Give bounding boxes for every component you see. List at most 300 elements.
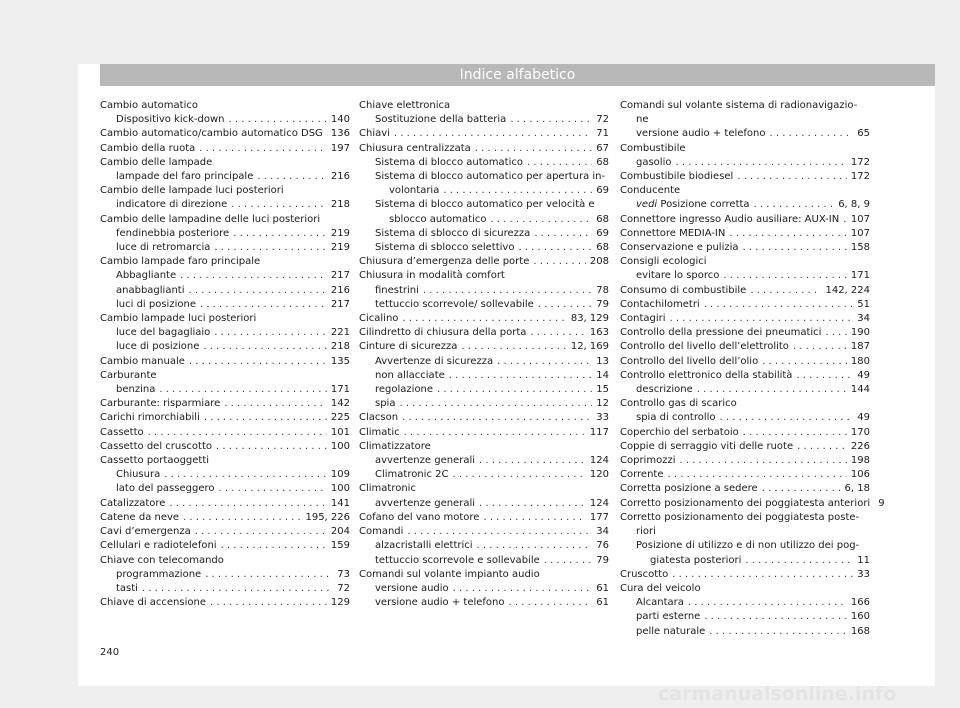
entry-term-text: Cambio delle lampade (100, 156, 213, 168)
entry-term (100, 127, 327, 141)
index-entry (620, 99, 870, 113)
index-column-1 (100, 99, 350, 610)
entry-page-ref: 12, 169 (570, 341, 609, 353)
entry-term-text: Corretto posizionamento dei poggiatesta anteriori (620, 497, 871, 509)
entry-term (389, 213, 490, 227)
entry-term-text: luce di posizione (116, 341, 200, 353)
entry-page-ref: 195, 226 (305, 511, 350, 523)
dot-leader (169, 497, 326, 511)
index-entry (359, 482, 609, 496)
dot-leader (452, 468, 585, 482)
entry-term (620, 142, 690, 156)
dot-leader (745, 554, 853, 568)
entry-term-text: Consumo di combustibile (620, 284, 747, 296)
index-entry (620, 170, 870, 184)
entry-term-text: Corretto posizionamento dei poggiatesta poste- (620, 511, 860, 523)
entry-term (375, 369, 449, 383)
entry-term (116, 241, 214, 255)
entry-term (620, 255, 711, 269)
entry-page-ref: 109 (330, 469, 350, 481)
entry-page-ref: 216 (330, 284, 350, 296)
index-entry (100, 426, 350, 440)
entry-term-text: Consigli ecologici (620, 256, 707, 268)
entry-term-text: Conservazione e pulizia (620, 242, 739, 254)
entry-page-ref: 100 (330, 483, 350, 495)
dot-leader (762, 482, 841, 496)
entry-page-ref: 78 (596, 284, 609, 296)
entry-page-ref: 136 (330, 128, 350, 140)
entry-term (100, 440, 216, 454)
entry-term (620, 497, 874, 511)
index-entry (100, 213, 350, 227)
entry-term (620, 440, 797, 454)
entry-page-ref: 61 (596, 597, 609, 609)
entry-term-text: giatesta posteriori (650, 554, 742, 566)
dot-leader (729, 227, 847, 241)
entry-term-text: Clacson (359, 412, 399, 424)
entry-page-ref: 172 (850, 171, 870, 183)
entry-term-text: Controllo gas di scarico (620, 398, 737, 410)
index-entry (620, 525, 870, 539)
entry-page-ref: 208 (589, 256, 609, 268)
entry-term (375, 227, 534, 241)
entry-term (100, 99, 202, 113)
entry-term (620, 468, 668, 482)
dot-leader (407, 525, 592, 539)
page-header: Indice alfabetico (100, 64, 935, 86)
index-entry (100, 326, 350, 340)
index-entry (100, 355, 350, 369)
entry-term-text: Cambio lampade faro principale (100, 256, 261, 268)
index-entry (359, 426, 609, 440)
entry-page-ref: 15 (596, 384, 609, 396)
entry-term (359, 99, 454, 113)
entry-page-ref: 171 (330, 384, 350, 396)
dot-leader (479, 454, 586, 468)
entry-term (116, 482, 219, 496)
index-entry (359, 397, 609, 411)
entry-term (620, 369, 796, 383)
entry-term (375, 298, 538, 312)
entry-see-prefix: vedi (636, 199, 658, 211)
entry-term (359, 440, 435, 454)
entry-term (620, 397, 741, 411)
entry-term (375, 113, 510, 127)
watermark: carmanualsonline.info (658, 683, 897, 705)
dot-leader (449, 369, 593, 383)
index-entry (620, 326, 870, 340)
dot-leader (423, 284, 592, 298)
entry-page-ref: 129 (330, 597, 350, 609)
dot-leader (199, 142, 327, 156)
dot-leader (437, 383, 592, 397)
entry-term-text: regolazione (375, 384, 434, 396)
entry-term-text: indicatore di direzione (116, 199, 228, 211)
index-entry (620, 383, 870, 397)
entry-term-text: luce del bagagliaio (116, 327, 211, 339)
dot-leader (204, 411, 327, 425)
entry-term (375, 241, 518, 255)
entry-term-text: spia (375, 398, 396, 410)
dot-leader (668, 468, 847, 482)
index-entry (359, 227, 609, 241)
entry-term-text: Cambio lampade luci posteriori (100, 313, 257, 325)
dot-leader (180, 269, 327, 283)
index-entry (359, 411, 609, 425)
dot-leader (743, 426, 847, 440)
dot-leader (475, 142, 592, 156)
index-entry (359, 213, 609, 227)
index-entry (100, 468, 350, 482)
dot-leader (490, 213, 592, 227)
index-entry (359, 497, 609, 511)
index-entry (359, 468, 609, 482)
index-entry (359, 554, 609, 568)
entry-term-text: Climatronic (359, 483, 416, 495)
entry-term (359, 326, 530, 340)
entry-page-ref: 158 (850, 242, 870, 254)
index-entry (100, 554, 350, 568)
entry-term (375, 383, 437, 397)
index-entry (359, 511, 609, 525)
dot-leader (530, 326, 586, 340)
entry-page-ref: 11 (857, 554, 870, 566)
entry-term (116, 568, 205, 582)
entry-term-text: Cicalino (359, 313, 399, 325)
dot-leader (189, 355, 327, 369)
index-entry (359, 326, 609, 340)
index-entry (620, 355, 870, 369)
entry-term (359, 568, 544, 582)
entry-term (359, 411, 402, 425)
entry-term (375, 582, 453, 596)
dot-leader (743, 241, 847, 255)
entry-page-ref: 141 (330, 497, 350, 509)
entry-term-text: Contachilometri (620, 298, 700, 310)
dot-leader (219, 482, 327, 496)
entry-term (375, 198, 599, 212)
entry-page-ref: 34 (596, 526, 609, 538)
entry-term (375, 156, 527, 170)
entry-term-text: lampade del faro principale (116, 171, 254, 183)
index-entry (620, 156, 870, 170)
index-entry (620, 440, 870, 454)
entry-term-text: Cambio manuale (100, 355, 185, 367)
index-entry (100, 511, 350, 525)
index-entry (100, 454, 350, 468)
entry-page-ref: 100 (330, 440, 350, 452)
index-entry (620, 454, 870, 468)
index-entry (100, 497, 350, 511)
dot-leader (510, 113, 592, 127)
index-entry (359, 298, 609, 312)
entry-page-ref: 219 (330, 227, 350, 239)
entry-term-text: avvertenze generali (375, 497, 476, 509)
entry-term (620, 241, 743, 255)
entry-term-text: Carburante (100, 369, 157, 381)
index-entry (100, 113, 350, 127)
entry-term-text: Comandi sul volante sistema di radionavigazio- (620, 100, 858, 111)
entry-term-text: riori (636, 526, 656, 538)
entry-term-text: volontaria (389, 185, 440, 197)
index-entry (359, 454, 609, 468)
entry-term (359, 127, 394, 141)
dot-leader (205, 568, 333, 582)
dot-leader (509, 596, 593, 610)
index-entry (620, 255, 870, 269)
dot-leader (231, 198, 327, 212)
entry-term-text: tettuccio scorrevole e sollevabile (375, 554, 540, 566)
dot-leader (720, 411, 854, 425)
entry-term (620, 582, 705, 596)
entry-term (375, 539, 477, 553)
index-entry (359, 312, 609, 326)
dot-leader (533, 255, 586, 269)
index-entry (100, 156, 350, 170)
dot-leader (770, 127, 854, 141)
entry-term (620, 99, 861, 113)
entry-term (100, 142, 199, 156)
entry-term (359, 269, 509, 283)
entry-term-text: Comandi sul volante impianto audio (359, 568, 540, 580)
index-entry (100, 269, 350, 283)
dot-leader (216, 440, 327, 454)
entry-term (100, 184, 288, 198)
entry-term-text: Cilindretto di chiusura della porta (359, 327, 527, 339)
index-entry (620, 369, 870, 383)
index-entry (100, 298, 350, 312)
dot-leader (518, 241, 592, 255)
entry-term-text: Coppie di serraggio viti delle ruote (620, 440, 794, 452)
entry-term-text: sblocco automatico (389, 213, 487, 225)
entry-page-ref: 69 (596, 227, 609, 239)
entry-term (100, 539, 221, 553)
entry-term (620, 482, 762, 496)
entry-term (620, 326, 825, 340)
index-entry (100, 568, 350, 582)
entry-term (100, 511, 183, 525)
entry-page-ref: 198 (850, 455, 870, 467)
entry-term-text: Chiave elettronica (359, 100, 451, 111)
dot-leader (214, 241, 327, 255)
entry-page-ref: 65 (857, 128, 870, 140)
index-entry (100, 312, 350, 326)
dot-leader (704, 610, 847, 624)
entry-term (620, 312, 670, 326)
entry-page-ref: 124 (589, 455, 609, 467)
entry-page-ref: 221 (330, 327, 350, 339)
dot-leader (148, 426, 327, 440)
index-entry (620, 298, 870, 312)
entry-term (359, 312, 402, 326)
entry-term (359, 255, 533, 269)
entry-page-ref: 168 (850, 625, 870, 637)
dot-leader (544, 554, 593, 568)
entry-term (375, 355, 497, 369)
entry-term (620, 227, 729, 241)
dot-leader (483, 511, 585, 525)
entry-page-ref: 170 (850, 426, 870, 438)
dot-leader (203, 340, 327, 354)
entry-term (359, 426, 404, 440)
entry-term-text: Controllo del livello dell’olio (620, 355, 759, 367)
entry-term-text: lato del passeggero (116, 483, 215, 495)
entry-term (375, 170, 609, 184)
index-entry (620, 227, 870, 241)
entry-page-ref: 13 (596, 355, 609, 367)
entry-term-text: Comandi (359, 526, 404, 538)
entry-term-text: programmazione (116, 568, 202, 580)
entry-term-text: versione audio (375, 582, 449, 594)
entry-term-text: Chiave di accensione (100, 597, 206, 609)
dot-leader (229, 113, 327, 127)
entry-page-ref: 180 (850, 355, 870, 367)
index-entry (620, 596, 870, 610)
index-entry (359, 440, 609, 454)
entry-term (636, 198, 754, 212)
dot-leader (672, 568, 853, 582)
index-entry (100, 227, 350, 241)
entry-term-text: Avvertenze di sicurezza (375, 355, 494, 367)
entry-term-text: Chiusura in modalità comfort (359, 270, 505, 282)
entry-term-text: Cellulari e radiotelefoni (100, 540, 217, 552)
dot-leader (159, 383, 327, 397)
index-entry (100, 539, 350, 553)
entry-term (100, 369, 161, 383)
dot-leader (797, 440, 847, 454)
index-entry (359, 369, 609, 383)
dot-leader (221, 539, 327, 553)
entry-term (636, 269, 723, 283)
entry-term-text: spia di controllo (636, 412, 716, 424)
entry-term (100, 596, 210, 610)
entry-term (636, 525, 660, 539)
entry-term-text: Climatizzatore (359, 440, 431, 452)
entry-term (116, 340, 203, 354)
entry-term (620, 213, 843, 227)
entry-term (116, 198, 231, 212)
entry-term (636, 156, 675, 170)
entry-term-text: evitare lo sporco (636, 270, 720, 282)
index-entry (359, 582, 609, 596)
entry-term-text: Cura del veicolo (620, 582, 701, 594)
entry-term-text: Controllo della pressione dei pneumatici (620, 327, 822, 339)
entry-term-text: Climatronic 2C (375, 469, 449, 481)
entry-term-text: Carichi rimorchiabili (100, 412, 200, 424)
index-entry (359, 113, 609, 127)
entry-page-ref: 142 (330, 398, 350, 410)
dot-leader (723, 269, 847, 283)
dot-leader (404, 426, 586, 440)
entry-page-ref: 14 (596, 369, 609, 381)
entry-term (375, 454, 479, 468)
dot-leader (679, 454, 846, 468)
index-entry (359, 383, 609, 397)
entry-term (116, 284, 189, 298)
index-entry (620, 142, 870, 156)
index-entry (620, 113, 870, 127)
dot-leader (402, 411, 592, 425)
entry-term-text: Sistema di sblocco di sicurezza (375, 227, 531, 239)
entry-page-ref: 135 (330, 355, 350, 367)
index-entry (620, 610, 870, 624)
entry-term-text: Cambio delle lampadine delle luci posteriori (100, 213, 321, 225)
dot-leader (825, 326, 846, 340)
index-entry (620, 397, 870, 411)
entry-term (100, 355, 189, 369)
dot-leader (704, 298, 854, 312)
entry-term-text: Controllo elettronico della stabilità (620, 369, 793, 381)
entry-term-text: Controllo del livello dell’elettrolito (620, 341, 789, 353)
entry-term-text: versione audio + telefono (375, 597, 505, 609)
entry-term-text: Conducente (620, 185, 681, 197)
entry-page-ref: 187 (850, 341, 870, 353)
entry-term (116, 170, 257, 184)
entry-term-text: anabbaglianti (116, 284, 185, 296)
index-entry (100, 241, 350, 255)
entry-term (620, 426, 743, 440)
index-entry (100, 127, 350, 141)
dot-leader (257, 170, 327, 184)
entry-term (375, 554, 544, 568)
entry-term (100, 454, 213, 468)
dot-leader (399, 397, 592, 411)
dot-leader (461, 340, 566, 354)
entry-page-ref: 218 (330, 341, 350, 353)
index-entry (100, 99, 350, 113)
dot-leader (224, 397, 327, 411)
entry-term-text: Posizione corretta (660, 199, 750, 211)
entry-page-ref: 217 (330, 298, 350, 310)
entry-term-text: Posizione di utilizzo e di non utilizzo dei pog- (636, 540, 860, 552)
entry-term (636, 113, 653, 127)
entry-term (636, 596, 688, 610)
entry-term-text: Sistema di blocco automatico (375, 156, 523, 168)
entry-term (375, 468, 452, 482)
index-entry (359, 255, 609, 269)
entry-term (375, 397, 399, 411)
dot-leader (477, 539, 593, 553)
index-entry (620, 284, 870, 298)
entry-term-text: Catene da neve (100, 511, 180, 523)
dot-leader (394, 127, 592, 141)
dot-leader (497, 355, 592, 369)
dot-leader (183, 511, 301, 525)
index-entry (620, 468, 870, 482)
entry-term-text: Cruscotto (620, 568, 669, 580)
entry-page-ref: 6, 8, 9 (838, 199, 870, 211)
index-entry (359, 184, 609, 198)
entry-term (375, 284, 423, 298)
entry-term (116, 113, 229, 127)
entry-page-ref: 163 (589, 327, 609, 339)
entry-page-ref: 33 (596, 412, 609, 424)
entry-term-text: Cavi d’emergenza (100, 526, 191, 538)
index-entry (620, 213, 870, 227)
entry-page-ref: 67 (596, 142, 609, 154)
index-column-2 (359, 99, 609, 610)
entry-term-text: Corrente (620, 469, 664, 481)
dot-leader (453, 582, 593, 596)
index-entry (359, 568, 609, 582)
entry-term (389, 184, 443, 198)
entry-term-text: Contagiri (620, 313, 666, 325)
entry-page-ref: 107 (850, 213, 870, 225)
entry-page-ref: 101 (330, 426, 350, 438)
entry-term-text: finestrini (375, 284, 419, 296)
index-entry (620, 539, 870, 553)
entry-term-text: Sistema di blocco automatico per apertura in- (375, 171, 606, 183)
